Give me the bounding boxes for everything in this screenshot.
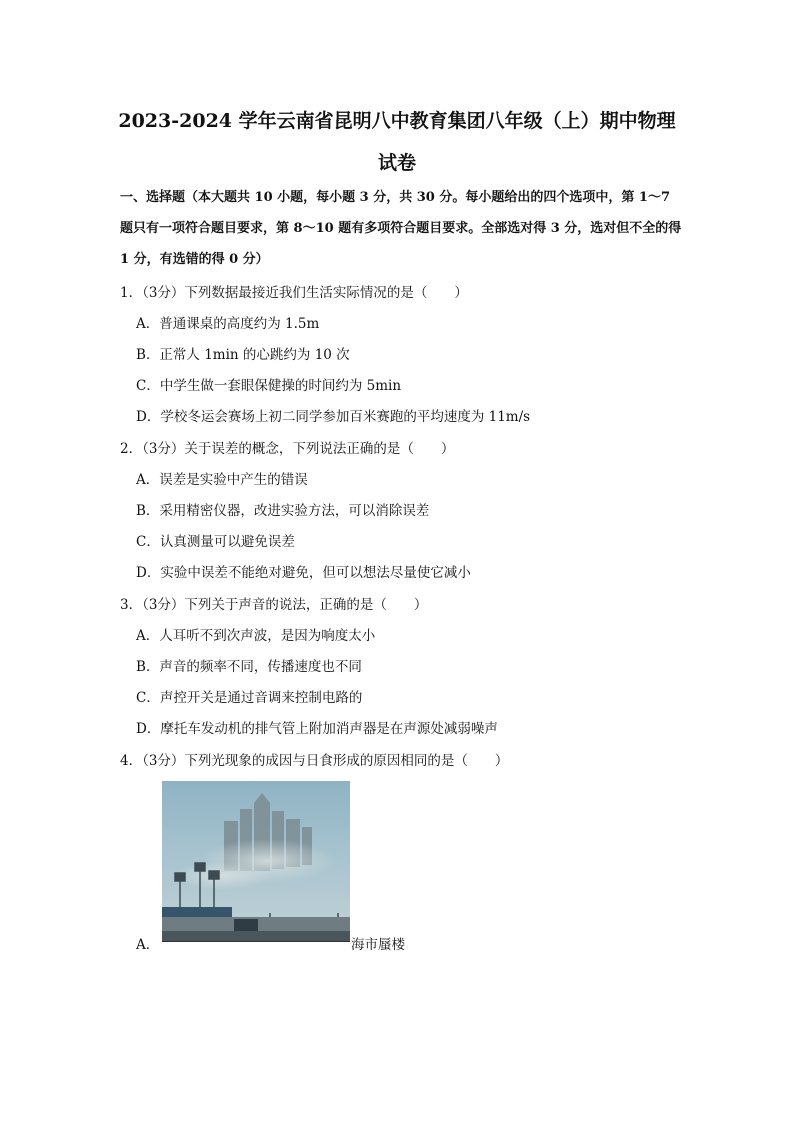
question-3-option-b: B．声音的频率不同，传播速度也不同 [136, 659, 362, 675]
question-2-option-c: C．认真测量可以避免误差 [136, 534, 295, 550]
question-3-option-c: C．声控开关是通过音调来控制电路的 [136, 690, 363, 706]
question-2-option-b: B．采用精密仪器，改进实验方法，可以消除误差 [136, 503, 430, 519]
section-heading: 一、选择题（本大题共 10 小题，每小题 3 分，共 30 分。每小题给出的四个选项中，第 1～7 题只有一项符合题目要求，第 8～10 题有多项符合题目要求。全部选对得 3 分，选对但不全的得 1 分，有选错的得 0 分） [120, 190, 682, 267]
mirage-photo [162, 781, 350, 942]
question-1-option-d: D．学校冬运会赛场上初二同学参加百米赛跑的平均速度为 11m/s [136, 409, 531, 425]
question-2-stem: 2．（3分）关于误差的概念，下列说法正确的是（ ） [120, 441, 455, 457]
question-2-option-d: D．实验中误差不能绝对避免，但可以想法尽量使它减小 [136, 565, 471, 581]
page-title-continued: 试卷 [377, 152, 416, 174]
question-3-option-d: D．摩托车发动机的排气管上附加消声器是在声源处减弱噪声 [136, 721, 498, 737]
question-4-stem: 4．（3分）下列光现象的成因与日食形成的原因相同的是（ ） [120, 753, 509, 769]
question-4-option-a-caption: 海市蜃楼 [351, 937, 405, 953]
question-1-option-a: A．普通课桌的高度约为 1.5m [136, 316, 320, 332]
question-2-option-a: A．误差是实验中产生的错误 [136, 472, 308, 488]
question-4-option-a: A． [136, 937, 160, 953]
question-3-option-a: A．人耳听不到次声波，是因为响度太小 [136, 628, 376, 644]
question-3-stem: 3．（3分）下列关于声音的说法，正确的是（ ） [120, 597, 428, 613]
question-1-stem: 1．（3分）下列数据最接近我们生活实际情况的是（ ） [120, 285, 468, 301]
question-1-option-b: B．正常人 1min 的心跳约为 10 次 [136, 347, 350, 363]
question-1-option-c: C．中学生做一套眼保健操的时间约为 5min [136, 378, 402, 394]
page-title: 2023-2024 学年云南省昆明八中教育集团八年级（上）期中物理 [118, 110, 676, 132]
